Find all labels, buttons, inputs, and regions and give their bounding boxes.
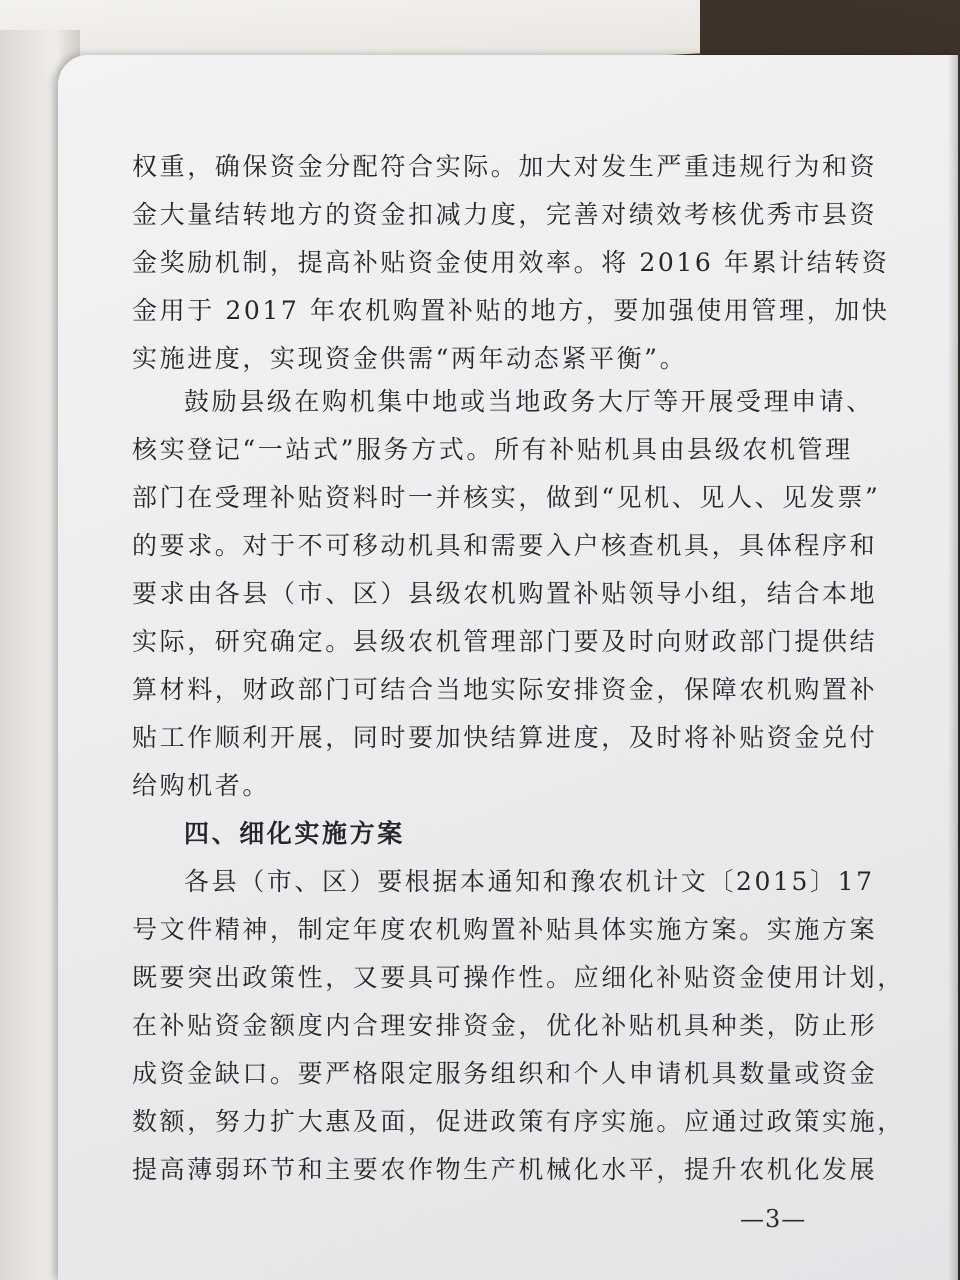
body-text-block-2 [132, 378, 905, 1194]
text-line: 鼓励县级在购机集中地或当地政务大厅等开展受理申请、 [184, 387, 875, 416]
text-line: 成资金缺口。要严格限定服务组织和个人申请机具数量或资金 [132, 1059, 878, 1088]
text-line: 实施进度，实现资金供需“两年动态紧平衡”。 [132, 344, 688, 373]
text-line: 在补贴资金额度内合理安排资金，优化补贴机具种类，防止形 [132, 1011, 878, 1040]
text-line: 权重，确保资金分配符合实际。加大对发生严重违规行为和资 [132, 152, 878, 181]
text-line: 既要突出政策性，又要具可操作性。应细化补贴资金使用计划， [132, 963, 905, 992]
text-line: 金奖励机制，提高补贴资金使用效率。将 2016 年累计结转资 [132, 248, 890, 277]
text-line: 核实登记“一站式”服务方式。所有补贴机具由县级农机管理 [132, 435, 853, 464]
text-line: 号文件精神，制定年度农机购置补贴具体实施方案。实施方案 [132, 915, 878, 944]
text-line: 金用于 2017 年农机购置补贴的地方，要加强使用管理，加快 [132, 296, 890, 325]
text-line: 各县（市、区）要根据本通知和豫农机计文〔2015〕17 [184, 867, 875, 896]
text-line: 提高薄弱环节和主要农作物生产机械化水平，提升农机化发展 [132, 1155, 878, 1184]
text-line: 要求由各县（市、区）县级农机购置补贴领导小组，结合本地 [132, 579, 878, 608]
text-line: 金大量结转地方的资金扣减力度，完善对绩效考核优秀市县资 [132, 200, 878, 229]
page-number: —3— [740, 1205, 807, 1233]
text-line: 给购机者。 [132, 771, 271, 800]
text-line: 的要求。对于不可移动机具和需要入户核查机具，具体程序和 [132, 531, 878, 560]
section-heading: 四、细化实施方案 [184, 819, 405, 848]
text-line: 实际，研究确定。县级农机管理部门要及时向财政部门提供结 [132, 627, 878, 656]
body-text-block-1 [132, 143, 890, 383]
text-line: 数额，努力扩大惠及面，促进政策有序实施。应通过政策实施， [132, 1107, 905, 1136]
text-line: 算材料，财政部门可结合当地实际安排资金，保障农机购置补 [132, 675, 878, 704]
text-line: 贴工作顺利开展，同时要加快结算进度，及时将补贴资金兑付 [132, 723, 878, 752]
text-line: 部门在受理补贴资料时一并核实，做到“见机、见人、见发票” [132, 483, 881, 512]
